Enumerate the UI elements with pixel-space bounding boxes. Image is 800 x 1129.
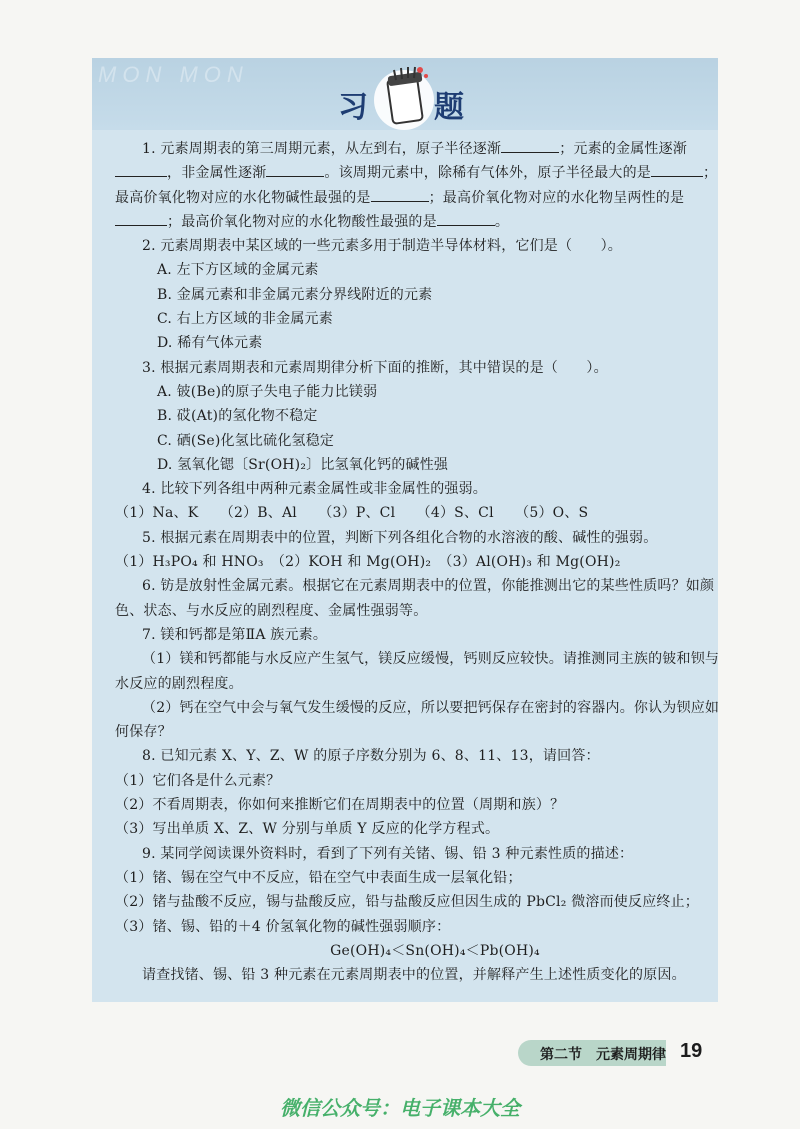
q9-closing: 请查找锗、锡、铅 3 种元素在元素周期表中的位置，并解释产生上述性质变化的原因。 bbox=[142, 967, 686, 984]
title-right: 题 bbox=[434, 90, 466, 125]
answer-blank[interactable] bbox=[501, 137, 559, 153]
q9-formula: Ge(OH)₄＜Sn(OH)₄＜Pb(OH)₄ bbox=[330, 942, 540, 959]
q3-stem: 3. 根据元素周期表和元素周期律分析下面的推断，其中错误的是（ ）。 bbox=[142, 359, 608, 376]
q9-stem: 9. 某同学阅读课外资料时，看到了下列有关锗、锡、铅 3 种元素性质的描述： bbox=[142, 845, 634, 862]
q7-stem: 7. 镁和钙都是第ⅡA 族元素。 bbox=[142, 626, 328, 643]
q8-item-1: （1）它们各是什么元素？ bbox=[115, 772, 281, 789]
panel-header bbox=[92, 58, 718, 130]
q1-text-h: ；最高价氧化物对应的水化物酸性最强的是 bbox=[167, 213, 437, 230]
q7-part2-line-2: 何保存？ bbox=[115, 724, 172, 741]
q1-text-e: ； bbox=[703, 165, 718, 182]
q1-line-3 bbox=[115, 186, 715, 210]
q1-text-b: ；元素的金属性逐渐 bbox=[559, 141, 688, 157]
q4-stem: 4. 比较下列各组中两种元素金属性或非金属性的强弱。 bbox=[142, 481, 488, 498]
notebook-icon bbox=[374, 58, 436, 138]
q9-item-3: （3）锗、锡、铅的＋4 价氢氧化物的碱性强弱顺序： bbox=[115, 918, 451, 935]
q1-line-1 bbox=[115, 137, 715, 161]
q2-option-b: B. 金属元素和非金属元素分界线附近的元素 bbox=[157, 286, 433, 303]
q3-option-a: A. 铍(Be)的原子失电子能力比镁弱 bbox=[157, 383, 378, 400]
q8-stem: 8. 已知元素 X、Y、Z、W 的原子序数分别为 6、8、11、13，请回答： bbox=[142, 748, 600, 765]
q9-item-1: （1）锗、锡在空气中不反应，铅在空气中表面生成一层氧化铅； bbox=[115, 869, 522, 886]
q6-line-2: 色、状态、与水反应的剧烈程度、金属性强弱等。 bbox=[115, 602, 428, 619]
q6-line-1: 6. 钫是放射性金属元素。根据它在元素周期表中的位置，你能推测出它的某些性质吗？如颜 bbox=[142, 578, 715, 595]
q1-text-f: 最高价氧化物对应的水化物碱性最强的是 bbox=[115, 189, 371, 206]
q2-stem: 2. 元素周期表中某区域的一些元素多用于制造半导体材料，它们是（ ）。 bbox=[142, 238, 623, 255]
q3-option-c: C. 硒(Se)化氢比硫化氢稳定 bbox=[157, 432, 335, 449]
answer-blank[interactable] bbox=[437, 210, 495, 226]
q7-part1-line-1: （1）镁和钙都能与水反应产生氢气，镁反应缓慢，钙则反应较快。请推测同主族的铍和钡与 bbox=[142, 651, 720, 668]
answer-blank[interactable] bbox=[371, 186, 429, 202]
bottom-watermark: 微信公众号：电子课本大全 bbox=[280, 1096, 520, 1120]
q1-text-d: 。该周期元素中，除稀有气体外，原子半径最大的是 bbox=[324, 165, 652, 182]
q1-line-2 bbox=[115, 161, 718, 185]
page-number: 19 bbox=[680, 1040, 703, 1062]
exercise-content bbox=[115, 137, 720, 987]
q1-text-g: ；最高价氧化物对应的水化物呈两性的是 bbox=[428, 189, 685, 206]
q8-item-3: （3）写出单质 X、Z、W 分别与单质 Y 反应的化学方程式。 bbox=[115, 821, 500, 838]
answer-blank[interactable] bbox=[115, 210, 167, 226]
q1-text-i: 。 bbox=[494, 213, 510, 230]
q2-option-a: A. 左下方区域的金属元素 bbox=[157, 262, 319, 279]
q8-item-2: （2）不看周期表，你如何来推断它们在周期表中的位置（周期和族）？ bbox=[115, 797, 565, 814]
title-left: 习 bbox=[338, 90, 370, 125]
answer-blank[interactable] bbox=[651, 161, 703, 177]
q3-option-b: B. 砹(At)的氢化物不稳定 bbox=[157, 408, 318, 425]
q1-text-c: ，非金属性逐渐 bbox=[167, 165, 267, 182]
q4-items: （1）Na、K （2）B、Al （3）P、Cl （4）S、Cl （5）O、S bbox=[115, 505, 589, 522]
q1-line-4 bbox=[115, 210, 715, 234]
q1-text-a: 1. 元素周期表的第三周期元素，从左到右，原子半径逐渐 bbox=[142, 141, 502, 157]
q2-option-d: D. 稀有气体元素 bbox=[157, 335, 263, 352]
q9-item-2: （2）锗与盐酸不反应，锡与盐酸反应，铅与盐酸反应但因生成的 PbCl₂ 微溶而使反应终止； bbox=[115, 894, 699, 911]
q3-option-d: D. 氢氧化锶〔Sr(OH)₂〕比氢氧化钙的碱性强 bbox=[157, 456, 449, 473]
q7-part2-line-1: （2）钙在空气中会与氧气发生缓慢的反应，所以要把钙保存在密封的容器内。你认为钡应如 bbox=[142, 699, 720, 716]
q2-option-c: C. 右上方区域的非金属元素 bbox=[157, 311, 333, 328]
answer-blank[interactable] bbox=[115, 161, 167, 177]
q7-part1-line-2: 水反应的剧烈程度。 bbox=[115, 675, 243, 692]
header-watermark: MON MON bbox=[98, 62, 249, 87]
answer-blank[interactable] bbox=[266, 161, 324, 177]
q5-items: （1）H₃PO₄ 和 HNO₃ （2）KOH 和 Mg(OH)₂ （3）Al(OH)₃ 和 Mg(OH)₂ bbox=[115, 554, 621, 571]
footer-section-title: 第二节 元素周期律 bbox=[540, 1047, 666, 1063]
q5-stem: 5. 根据元素在周期表中的位置，判断下列各组化合物的水溶液的酸、碱性的强弱。 bbox=[142, 529, 658, 546]
